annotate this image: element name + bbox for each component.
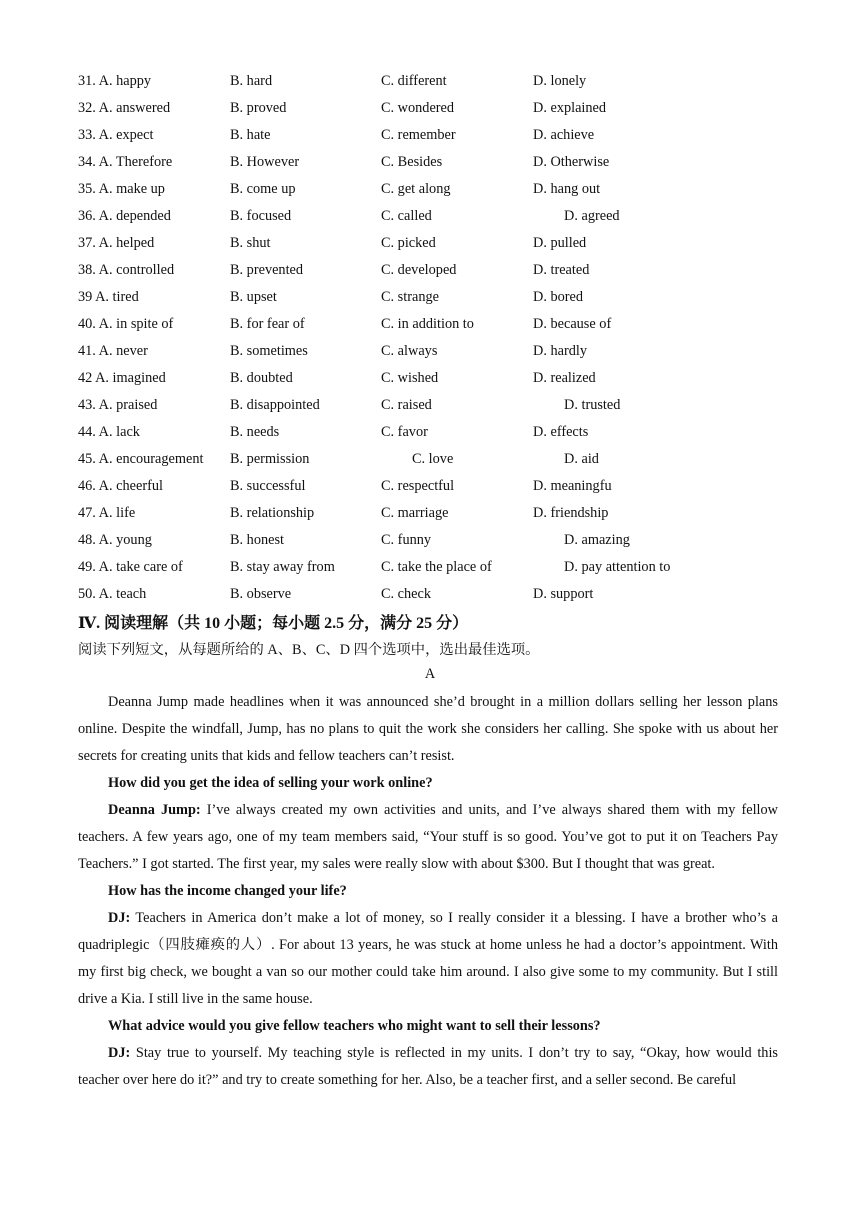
question-option-row — [0, 261, 860, 288]
option-d: D. Otherwise — [533, 154, 610, 170]
question-option-row — [0, 342, 860, 369]
reading-passage — [78, 689, 778, 1094]
option-d: D. pay attention to — [564, 559, 671, 575]
option-a: 42 A. imagined — [78, 370, 166, 386]
section-title: Ⅳ. 阅读理解（共 10 小题；每小题 2.5 分，满分 25 分） — [78, 615, 469, 632]
option-a: 45. A. encouragement — [78, 451, 204, 467]
answer-text: Teachers in America don’t make a lot of money, so I really consider it a blessing. I have a brother who’s a quadriplegic（四肢瘫痪的人）. For about 13 years, he was stuck at home unless he had a doctor’s appointment. With my first big check, we bought a van so our mother could take him around. I also give some to my community. But I still drive a Kia. I still live in the same house. — [78, 910, 778, 1007]
option-b: B. hard — [230, 73, 273, 89]
interview-question: What advice would you give fellow teachers who might want to sell their lessons? — [108, 1018, 601, 1034]
option-c: C. remember — [381, 127, 456, 143]
option-d: D. agreed — [564, 208, 620, 224]
option-c: C. Besides — [381, 154, 443, 170]
option-a: 44. A. lack — [78, 424, 140, 440]
option-d: D. realized — [533, 370, 596, 386]
option-a: 39 A. tired — [78, 289, 139, 305]
option-b: B. prevented — [230, 262, 304, 278]
option-b: B. doubted — [230, 370, 293, 386]
option-b: B. upset — [230, 289, 277, 305]
option-a: 32. A. answered — [78, 100, 171, 116]
option-d: D. trusted — [564, 397, 621, 413]
option-b: B. needs — [230, 424, 280, 440]
option-d: D. because of — [533, 316, 612, 332]
option-c: C. picked — [381, 235, 436, 251]
option-d: D. amazing — [564, 532, 630, 548]
speaker-name: Deanna Jump: — [108, 802, 201, 818]
answer-text: I’ve always created my own activities and units, and I’ve always shared them with my fellow teachers. A few years ago, one of my team members said, “Your stuff is so good. You’ve got to put it on Teachers Pay Teachers.” I got started. The first year, my sales were really slow with about $300. But I thought that was great. — [78, 802, 778, 872]
option-b: B. stay away from — [230, 559, 335, 575]
question-option-row — [0, 315, 860, 342]
interview-answer — [78, 905, 778, 1013]
option-c: C. respectful — [381, 478, 455, 494]
option-c: C. strange — [381, 289, 439, 305]
option-d: D. friendship — [533, 505, 609, 521]
option-a: 31. A. happy — [78, 73, 152, 89]
option-d: D. treated — [533, 262, 590, 278]
option-d: D. pulled — [533, 235, 587, 251]
interview-question: How did you get the idea of selling your work online? — [108, 775, 433, 791]
option-b: B. sometimes — [230, 343, 308, 359]
option-c: C. get along — [381, 181, 451, 197]
question-option-row — [0, 126, 860, 153]
option-a: 36. A. depended — [78, 208, 171, 224]
passage-intro-paragraph: Deanna Jump made headlines when it was announced she’d brought in a million dollars selling her lesson plans online. Despite the windfall, Jump, has no plans to quit the work she considers her calling. She spoke with us about her secrets for creating units that kids and fellow teachers can’t resist. — [78, 694, 778, 764]
option-a: 37. A. helped — [78, 235, 155, 251]
option-b: B. shut — [230, 235, 271, 251]
option-d: D. lonely — [533, 73, 587, 89]
option-b: B. successful — [230, 478, 306, 494]
interview-answer — [78, 797, 778, 878]
answer-text: Stay true to yourself. My teaching style is reflected in my units. I don’t try to say, “Okay, how would this teacher over here do it?” and try to create something for her. Also, be a teacher first, and a seller second. Be careful — [78, 1045, 778, 1088]
option-c: C. marriage — [381, 505, 449, 521]
option-b: B. come up — [230, 181, 296, 197]
option-d: D. aid — [564, 451, 599, 467]
question-option-row — [0, 531, 860, 558]
option-c: C. love — [412, 451, 454, 467]
question-option-row — [0, 72, 860, 99]
option-d: D. meaningfu — [533, 478, 612, 494]
option-a: 47. A. life — [78, 505, 136, 521]
option-c: C. funny — [381, 532, 432, 548]
option-c: C. in addition to — [381, 316, 474, 332]
option-a: 50. A. teach — [78, 586, 147, 602]
option-a: 41. A. never — [78, 343, 148, 359]
speaker-name: DJ: — [108, 1045, 131, 1061]
option-b: B. proved — [230, 100, 287, 116]
question-option-row — [0, 585, 860, 612]
option-c: C. wished — [381, 370, 439, 386]
option-a: 40. A. in spite of — [78, 316, 174, 332]
question-option-row — [0, 396, 860, 423]
option-c: C. different — [381, 73, 447, 89]
option-c: C. take the place of — [381, 559, 492, 575]
question-option-row — [0, 153, 860, 180]
question-option-row — [0, 558, 860, 585]
option-b: B. focused — [230, 208, 292, 224]
option-b: B. disappointed — [230, 397, 320, 413]
option-a: 38. A. controlled — [78, 262, 175, 278]
option-d: D. hardly — [533, 343, 587, 359]
option-b: B. observe — [230, 586, 292, 602]
option-c: C. favor — [381, 424, 428, 440]
speaker-name: DJ: — [108, 910, 131, 926]
option-c: C. called — [381, 208, 432, 224]
question-option-row — [0, 288, 860, 315]
question-option-row — [0, 99, 860, 126]
option-b: B. honest — [230, 532, 285, 548]
option-b: B. for fear of — [230, 316, 305, 332]
question-option-row — [0, 504, 860, 531]
option-c: C. raised — [381, 397, 432, 413]
option-c: C. developed — [381, 262, 457, 278]
option-b: B. permission — [230, 451, 310, 467]
passage-label: A — [424, 666, 436, 682]
option-a: 48. A. young — [78, 532, 152, 548]
option-d: D. support — [533, 586, 594, 602]
section-instruction: 阅读下列短文，从每题所给的 A、B、C、D 四个选项中，选出最佳选项。 — [78, 642, 540, 658]
question-option-row — [0, 369, 860, 396]
question-option-row — [0, 477, 860, 504]
option-d: D. achieve — [533, 127, 595, 143]
option-c: C. wondered — [381, 100, 455, 116]
option-a: 46. A. cheerful — [78, 478, 163, 494]
option-b: B. hate — [230, 127, 271, 143]
option-c: C. check — [381, 586, 432, 602]
option-a: 35. A. make up — [78, 181, 165, 197]
option-a: 34. A. Therefore — [78, 154, 173, 170]
option-d: D. explained — [533, 100, 607, 116]
option-b: B. However — [230, 154, 300, 170]
question-option-row — [0, 450, 860, 477]
question-option-row — [0, 423, 860, 450]
option-a: 49. A. take care of — [78, 559, 183, 575]
option-d: D. bored — [533, 289, 584, 305]
question-option-row — [0, 207, 860, 234]
interview-question: How has the income changed your life? — [108, 883, 347, 899]
option-b: B. relationship — [230, 505, 315, 521]
option-a: 33. A. expect — [78, 127, 154, 143]
option-a: 43. A. praised — [78, 397, 158, 413]
option-d: D. hang out — [533, 181, 601, 197]
option-c: C. always — [381, 343, 438, 359]
option-d: D. effects — [533, 424, 589, 440]
interview-answer — [78, 1040, 778, 1094]
question-option-row — [0, 234, 860, 261]
question-option-row — [0, 180, 860, 207]
